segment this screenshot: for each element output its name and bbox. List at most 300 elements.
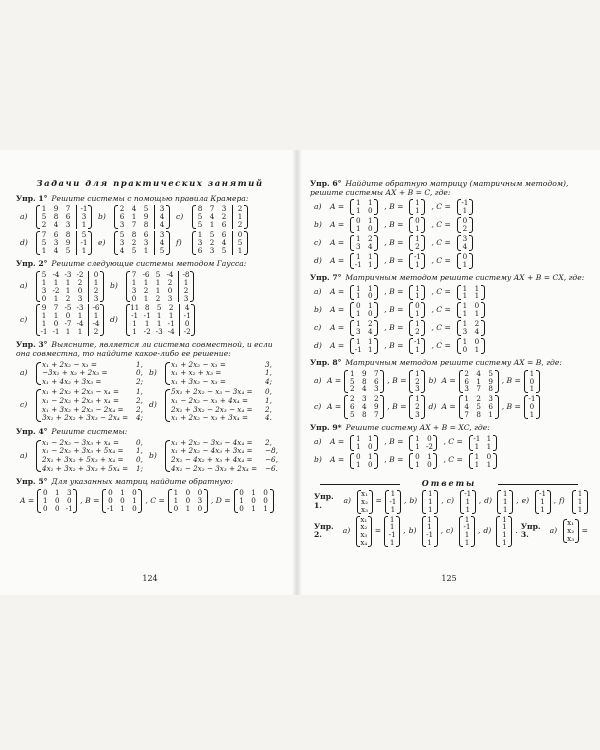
equation-rhs: 2, (265, 404, 272, 414)
matrix-cell: 3 (119, 220, 125, 230)
matrix-cell: 7 (131, 269, 137, 279)
exercise-row (20, 231, 284, 255)
matrix-cell: 1 (77, 311, 83, 321)
matrix (457, 302, 485, 318)
matrix-cell: 1 (415, 459, 420, 469)
answer-number: Упр. 1. (314, 491, 334, 510)
equation-system (165, 388, 272, 423)
equation-system (36, 439, 143, 474)
item-label: e) (521, 496, 530, 506)
exercise-1 (16, 195, 284, 255)
matrix-cell: 0 (415, 216, 420, 226)
exercise-text: Решите следующие системы методом Гаусса: (51, 259, 247, 269)
equation-system (165, 439, 278, 474)
exercise-rows (310, 199, 588, 268)
matrix-cell: 1 (486, 441, 492, 451)
exercise-row (314, 302, 588, 318)
matrix-name: , C = (145, 495, 165, 505)
item-label: b) (314, 304, 322, 314)
answer-number: Упр. 3. (520, 521, 541, 540)
matrix-cell: 1 (143, 277, 149, 287)
matrix-cell: 0 (427, 433, 432, 443)
matrix-cell: -4 (52, 269, 60, 279)
matrix (535, 490, 551, 514)
matrix-cell: -8 (178, 271, 190, 279)
matrix-cell: 6 (464, 376, 469, 386)
exercise-number: Упр. 3° (16, 340, 48, 350)
exercise-row (20, 304, 284, 336)
exercise-number: Упр. 4° (16, 427, 48, 437)
matrix-cell: 3 (131, 285, 137, 295)
matrix-cell: 1 (65, 277, 71, 287)
matrix-cell: 1 (415, 206, 420, 216)
matrix-cell: 1 (132, 495, 137, 505)
matrix-name: , C = (431, 219, 451, 229)
matrix-name: A = (330, 304, 345, 314)
exercise-number: Упр. 7° (310, 272, 342, 282)
matrix (384, 516, 400, 548)
exercise-9 (310, 424, 588, 468)
matrix-cell: 1 (251, 488, 256, 498)
matrix-cell: 1 (415, 224, 420, 234)
exercise-number: Упр. 6° (310, 179, 342, 188)
matrix-cell: 1 (465, 504, 471, 514)
matrix-cell: 1 (415, 368, 420, 378)
matrix-cell: 2 (77, 277, 83, 287)
matrix-name: , B = (384, 322, 404, 332)
matrix-cell: 8 (131, 230, 137, 240)
matrix-cell: 1 (144, 319, 150, 329)
item-label: a) (20, 368, 28, 378)
matrix-cell: 3 (167, 293, 173, 303)
matrix-cell: 1 (488, 410, 493, 420)
matrix (422, 516, 438, 548)
matrix (457, 320, 485, 336)
matrix-cell: 1 (502, 496, 508, 506)
matrix-cell: x₁ (360, 514, 368, 524)
matrix-cell: 1 (367, 433, 373, 443)
matrix-cell: 1 (355, 234, 361, 244)
matrix-cell: -6 (88, 304, 100, 312)
matrix-cell: 0 (355, 216, 361, 226)
matrix-cell: 1 (120, 503, 125, 513)
augmented-matrix (36, 271, 104, 303)
exercise-row (314, 253, 588, 269)
matrix-cell: -5 (64, 303, 72, 313)
matrix-cell: -2 (76, 269, 84, 279)
matrix-cell: 1 (355, 459, 361, 469)
exercise-number: Упр. 5° (16, 477, 48, 487)
exercise-rows (310, 285, 588, 354)
matrix-cell: 1 (41, 277, 47, 287)
matrix (344, 370, 384, 394)
matrix-cell: 3 (355, 242, 361, 252)
matrix-cell: 8 (53, 212, 59, 222)
matrix-name: , B = (387, 401, 407, 411)
matrix-cell: 1 (415, 433, 420, 443)
matrix-cell: 6 (197, 246, 203, 256)
separator: , (478, 496, 482, 506)
matrix-cell: 6 (53, 230, 59, 240)
matrix-cell: 9 (41, 303, 47, 313)
matrix-name: , B = (384, 255, 404, 265)
matrix-cell: -1 (464, 488, 472, 498)
matrix-cell: 1 (120, 488, 125, 498)
matrix-cell: 1 (462, 291, 468, 301)
matrix-cell: -1 (76, 239, 88, 247)
augmented-matrix (36, 205, 92, 229)
matrix-cell: x₃ (361, 504, 368, 514)
equation-lhs: 4x₁ − 2x₂ − 3x₃ + 2x₄ = (171, 463, 258, 473)
matrix-cell: 3 (415, 384, 420, 394)
matrix-cell: 1 (415, 394, 420, 404)
matrix-cell: 1 (367, 198, 373, 208)
exercise-number: Упр. 9* (310, 423, 342, 433)
matrix (350, 235, 378, 251)
matrix-cell: -1 (528, 394, 536, 404)
answer-row (314, 516, 588, 548)
item-label: b) (409, 496, 418, 506)
left-page (16, 150, 284, 595)
equation-rhs: 2; (136, 376, 143, 386)
matrix-cell: 4 (367, 327, 373, 337)
equation-lhs: x₁ + 2x₂ − 3x₃ − 4x₄ = (171, 437, 253, 447)
exercise-5 (16, 478, 284, 512)
matrix-cell: 1 (156, 311, 162, 321)
exercise-text: Для указанных матриц найдите обратную: (51, 477, 234, 487)
exercise-row (314, 217, 588, 233)
equation-lhs: 2x₁ − 4x₂ + x₃ + 4x₄ = (171, 455, 253, 465)
matrix-cell: 1 (577, 504, 583, 514)
item-label: d) (483, 526, 492, 535)
item-label: d) (149, 400, 157, 410)
separator: . (515, 526, 518, 535)
matrix-cell: 1 (389, 538, 395, 548)
matrix-cell: 3 (197, 495, 203, 505)
matrix-cell: 3 (77, 293, 83, 303)
matrix-cell: -2 (179, 328, 191, 336)
equation-system (36, 388, 143, 423)
matrix-cell: 1 (155, 277, 161, 287)
matrix-cell: 2 (178, 287, 190, 295)
item-label: a) (314, 287, 322, 297)
matrix-cell: 4 (474, 327, 480, 337)
exercise-text: Матричным методом решите систему AX + B = CX, где: (345, 272, 585, 282)
equation-lhs: x₁ + 3x₂ − x₃ = (171, 376, 226, 386)
matrix-cell: 9 (488, 376, 493, 386)
matrix (356, 516, 372, 548)
matrix-cell: 3 (462, 327, 468, 337)
separator: , (403, 526, 406, 535)
matrix-cell: 1 (465, 496, 471, 506)
matrix-cell: 0 (367, 309, 373, 319)
equation-system (36, 361, 143, 387)
matrix-cell: 2 (167, 277, 173, 287)
matrix-cell: -1 (473, 433, 481, 443)
matrix-cell: 1 (53, 277, 59, 287)
matrix-cell: 1 (355, 224, 361, 234)
matrix-cell: 6 (373, 376, 379, 386)
matrix (409, 285, 425, 301)
item-label: b) (428, 376, 437, 386)
matrix-cell: -4 (166, 269, 174, 279)
matrix-cell: 1 (367, 283, 373, 293)
matrix-cell: 9 (53, 204, 59, 214)
matrix (102, 489, 142, 513)
matrix-cell: 4 (154, 239, 166, 247)
matrix-cell: -1 (354, 344, 362, 354)
item-label: f) (176, 237, 182, 247)
matrix-cell: 5 (349, 376, 355, 386)
matrix-cell: 0 (367, 224, 373, 234)
matrix-cell: 6 (349, 402, 355, 412)
exercise-row (314, 338, 588, 354)
matrix-cell: x₁ (567, 518, 575, 528)
matrix-cell: 1 (132, 327, 137, 337)
matrix-cell: 1 (577, 488, 583, 498)
matrix-cell: 1 (474, 344, 480, 354)
matrix-name: , C = (431, 322, 451, 332)
matrix-name: A = (441, 376, 456, 386)
matrix-cell: -7 (64, 319, 72, 329)
matrix-cell: 0 (54, 503, 60, 513)
matrix-cell: 7 (65, 204, 71, 214)
matrix-cell: 4 (221, 238, 227, 248)
matrix-cell: 1 (427, 451, 432, 461)
matrix-cell: 1 (428, 496, 433, 506)
equation-lhs: 2x₁ + 3x₂ − 2x₃ − x₄ = (171, 404, 253, 414)
equals-sign: = (374, 526, 382, 535)
item-label: a) (20, 450, 28, 460)
matrix-cell: 6 (119, 212, 125, 222)
matrix-cell: 8 (488, 384, 493, 394)
exercise-6 (310, 180, 588, 269)
matrix-cell: -4 (76, 319, 84, 329)
augmented-matrix (114, 205, 170, 229)
matrix-cell: 1 (462, 309, 468, 319)
matrix-cell: 5 (349, 410, 355, 420)
matrix-cell: 3 (41, 285, 47, 295)
matrix-cell: 1 (502, 504, 508, 514)
matrix-cell: 1 (427, 538, 432, 548)
matrix-cell: 0 (132, 488, 137, 498)
equation-rhs: −8, (265, 446, 278, 456)
matrix-cell: 9 (65, 238, 71, 248)
matrix-cell: 4 (179, 304, 191, 312)
matrix-cell: -1 (388, 530, 396, 540)
matrix-cell: 1 (462, 206, 468, 216)
matrix-cell: 3 (154, 205, 166, 213)
exercise-rows (310, 370, 588, 420)
matrix-cell: 1 (232, 213, 244, 221)
matrix-cell: 0 (415, 301, 420, 311)
equation-rhs: 2, (265, 437, 272, 447)
matrix-cell: 5 (154, 247, 166, 255)
matrix-cell: 1 (428, 488, 433, 498)
separator: , (553, 496, 556, 506)
equation-system (165, 361, 272, 387)
matrix-name: , B = (384, 237, 404, 247)
book-gutter (292, 150, 302, 595)
equation-lhs: x₁ + 2x₂ − 4x₃ + 3x₄ = (171, 446, 253, 456)
item-label: b) (314, 219, 322, 229)
matrix-cell: 3 (415, 410, 420, 420)
exercise-row (20, 361, 284, 387)
augmented-matrix (36, 231, 92, 255)
exercise-7 (310, 274, 588, 354)
equation-lhs: x₁ + 3x₂ + 2x₃ − 2x₄ = (42, 404, 124, 414)
matrix-name: , D = (210, 495, 231, 505)
matrix-cell: 3 (197, 238, 203, 248)
matrix-cell: 0 (88, 271, 100, 279)
matrix-name: A = (330, 322, 345, 332)
book-spread (0, 150, 600, 595)
equation-lhs: x₁ + 2x₂ − x₃ = (171, 359, 226, 369)
matrix-cell: 0 (367, 459, 373, 469)
matrix (409, 253, 425, 269)
matrix-cell: 2 (415, 376, 420, 386)
item-label: c) (314, 237, 322, 247)
matrix-cell: 0 (120, 495, 125, 505)
exercise-rows (310, 435, 588, 469)
matrix-cell: 0 (474, 301, 480, 311)
exercise-row (314, 199, 588, 215)
matrix-cell: 3 (65, 220, 71, 230)
matrix-cell: 1 (415, 291, 420, 301)
matrix-cell: 1 (474, 283, 480, 293)
answers-title: Ответы (310, 479, 588, 488)
matrix-cell: 5 (488, 368, 493, 378)
matrix-cell: 1 (41, 311, 47, 321)
matrix-cell: 2 (232, 205, 244, 213)
matrix (409, 453, 437, 469)
matrix-cell: -2 (143, 327, 151, 337)
matrix-cell: 0 (263, 495, 268, 505)
matrix-cell: -1 (413, 337, 421, 347)
item-label: d) (20, 237, 28, 247)
matrix-cell: 1 (131, 277, 137, 287)
equation-line (42, 465, 143, 474)
matrix-cell: 1 (415, 259, 420, 269)
page-heading: Задачи для практических занятий (36, 179, 264, 189)
equation-rhs: 1; (136, 463, 143, 473)
matrix-cell: x₂ (361, 496, 368, 506)
item-label: c) (314, 401, 322, 411)
exercise-3 (16, 341, 284, 423)
matrix-cell: 7 (41, 230, 47, 240)
item-label: c) (446, 526, 454, 535)
exercise-row (20, 388, 284, 423)
matrix-cell: 0 (173, 503, 179, 513)
matrix (563, 519, 579, 543)
exercise-number: Упр. 1° (16, 193, 48, 203)
equals-sign: = (375, 496, 382, 506)
matrix-cell: 0 (239, 488, 244, 498)
matrix-cell: 1 (474, 309, 480, 319)
equation-rhs: 2, (136, 396, 143, 406)
matrix-cell: 1 (143, 246, 149, 256)
matrix-cell: 5 (65, 246, 71, 256)
equation-rhs: 4. (265, 413, 272, 423)
matrix-cell: 1 (462, 337, 468, 347)
matrix (350, 285, 378, 301)
equation-rhs: 4; (136, 413, 143, 423)
matrix-cell: -1 (76, 205, 88, 213)
answer-number: Упр. 2. (314, 521, 334, 540)
matrix-cell: 3 (221, 204, 227, 214)
exercise-text: Найдите обратную матрицу (матричным методом), решите системы AX + B = C, где: (310, 179, 569, 197)
matrix-cell: 2 (415, 327, 420, 337)
matrix-cell: 6 (488, 402, 493, 412)
matrix-cell: 3 (143, 238, 149, 248)
matrix-cell: 4 (462, 242, 468, 252)
page-number: 124 (142, 573, 158, 583)
matrix (409, 199, 425, 215)
matrix-cell: 1 (197, 230, 203, 240)
matrix-cell: 5 (41, 238, 47, 248)
matrix-cell: 3 (361, 394, 367, 404)
matrix-cell: 0 (197, 503, 203, 513)
matrix-cell: 1 (415, 309, 420, 319)
exercise-row (20, 489, 284, 513)
matrix-cell: 0 (167, 285, 173, 295)
matrix-cell: -6 (142, 269, 150, 279)
matrix-cell: 0 (529, 376, 535, 386)
matrix-cell: 3 (53, 238, 59, 248)
equation-lhs: x₁ + 2x₂ − x₃ = (42, 359, 97, 369)
matrix (350, 435, 378, 451)
matrix-cell: 0 (251, 495, 256, 505)
matrix-cell: x₂ (360, 522, 368, 532)
matrix-cell: 9 (143, 212, 149, 222)
matrix-cell: 1 (486, 459, 492, 469)
matrix-cell: 2 (415, 242, 420, 252)
matrix-cell: 1 (502, 530, 507, 540)
matrix-name: A = (20, 495, 35, 505)
matrix-cell: -4 (167, 327, 175, 337)
matrix-cell: -1 (463, 522, 471, 532)
matrix-cell: 3 (373, 384, 379, 394)
matrix-cell: 1 (415, 319, 420, 329)
equation-line (42, 378, 143, 387)
matrix-cell: 0 (462, 216, 468, 226)
matrix-name: , C = (431, 287, 451, 297)
matrix-cell: 2 (41, 220, 47, 230)
matrix-cell: 1 (529, 384, 535, 394)
augmented-matrix (126, 271, 194, 303)
equation-rhs: 0, (136, 368, 143, 378)
augmented-matrix (126, 304, 195, 336)
equation-rhs: 0, (136, 437, 143, 447)
matrix-cell: 1 (41, 319, 47, 329)
exercise-4 (16, 428, 284, 473)
equation-lhs: x₁ + 4x₂ + 3x₃ = (42, 376, 102, 386)
matrix-cell: 2 (349, 384, 355, 394)
matrix-cell: 8 (144, 303, 150, 313)
matrix-cell: 1 (209, 220, 215, 230)
matrix-name: , C = (431, 237, 451, 247)
matrix-cell: 4 (154, 213, 166, 221)
matrix (344, 395, 384, 419)
matrix-cell: 1 (355, 283, 361, 293)
matrix-cell: -2 (425, 441, 433, 451)
matrix (409, 370, 425, 394)
matrix-cell: 4 (209, 212, 215, 222)
matrix-cell: 4 (53, 220, 59, 230)
matrix-name: , B = (384, 304, 404, 314)
exercise-row (20, 271, 284, 303)
matrix (409, 320, 425, 336)
